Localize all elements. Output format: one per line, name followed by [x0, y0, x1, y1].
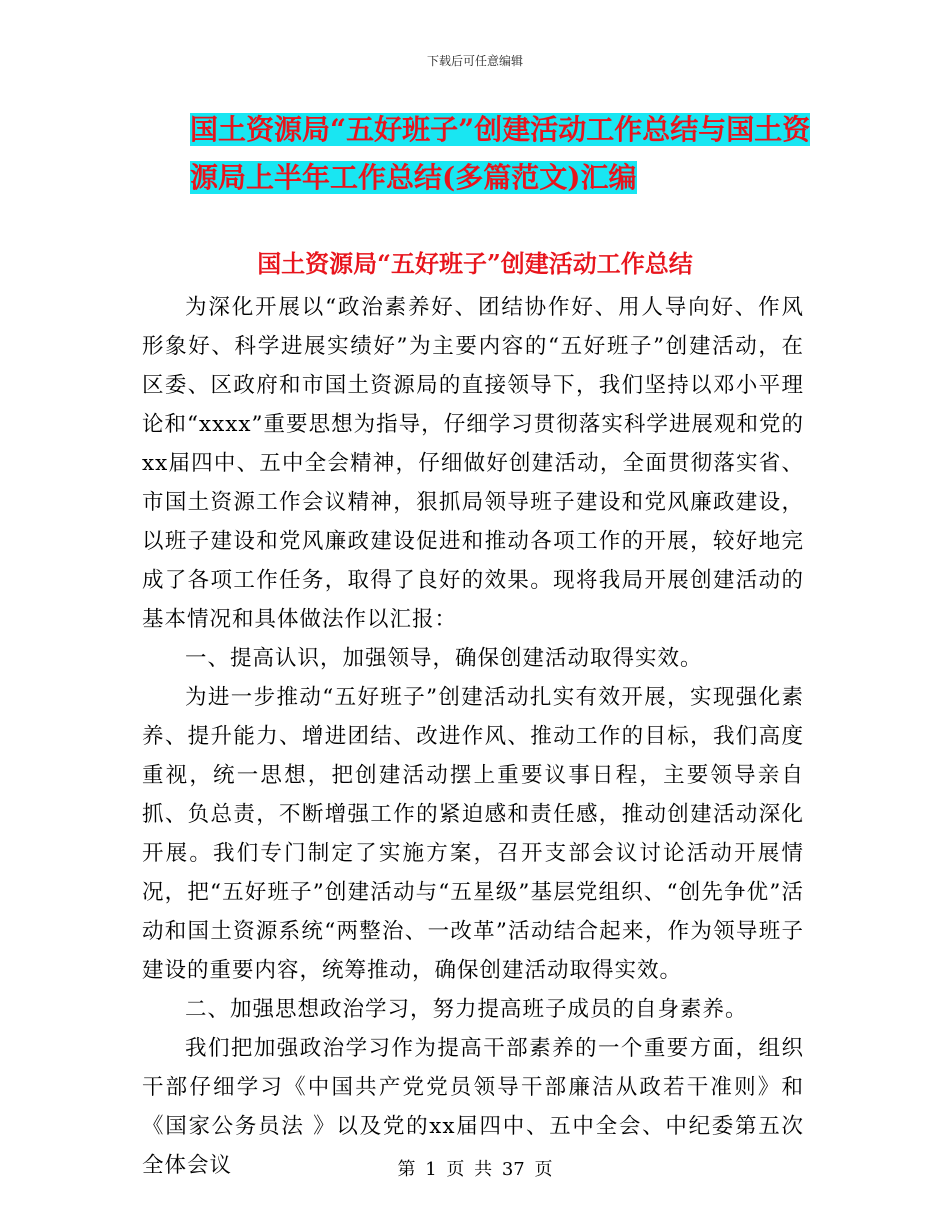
- paragraph-heading: 二、加强思想政治学习，努力提高班子成员的自身素养。: [185, 997, 748, 1022]
- document-title: [190, 106, 830, 202]
- header-note: 下载后可任意编辑: [426, 54, 523, 68]
- document-body: [142, 288, 804, 1185]
- section-title: 国土资源局“五好班子”创建活动工作总结: [257, 249, 693, 278]
- document-title-line-2: 源局上半年工作总结(多篇范文)汇编: [190, 161, 637, 194]
- paragraph: 为进一步推动“五好班子”创建活动扎实有效开展，实现强化素养、提升能力、增进团结、改进作风、推动工作的目标，我们高度重视，统一思想，把创建活动摆上重要议事日程，主要领导亲自抓、负总责，不断增强工作的紧迫感和责任感，推动创建活动深化开展。我们专门制定了实施方案，召开支部会议讨论活动开展情况，把“五好班子”创建活动与“五星级”基层党组织、“创先争优”活动和国土资源系统“两整治、一改革”活动结合起来，作为领导班子建设的重要内容，统筹推动，确保创建活动取得实效。: [142, 685, 804, 983]
- paragraph: 为深化开展以“政治素养好、团结协作好、用人导向好、作风形象好、科学进展实绩好”为主要内容的“五好班子”创建活动，在区委、区政府和市国土资源局的直接领导下，我们坚持以邓小平理论和“xxxx”重要思想为指导，仔细学习贯彻落实科学进展观和党的xx届四中、五中全会精神，仔细做好创建活动，全面贯彻落实省、市国土资源工作会议精神，狠抓局领导班子建设和党风廉政建设，以班子建设和党风廉政建设促进和推动各项工作的开展，较好地完成了各项工作任务，取得了良好的效果。现将我局开展创建活动的基本情况和具体做法作以汇报：: [142, 295, 804, 632]
- paragraph-heading: 一、提高认识，加强领导，确保创建活动取得实效。: [185, 646, 703, 671]
- document-title-line-1: 国土资源局“五好班子”创建活动工作总结与国土资: [190, 113, 811, 146]
- paragraph: 我们把加强政治学习作为提高干部素养的一个重要方面，组织干部仔细学习《中国共产党党员领导干部廉洁从政若干准则》和《国家公务员法 》以及党的xx届四中、五中全会、中纪委第五次全体会议: [142, 1036, 804, 1178]
- page-footer: 第 1 页 共 37 页: [397, 1159, 553, 1180]
